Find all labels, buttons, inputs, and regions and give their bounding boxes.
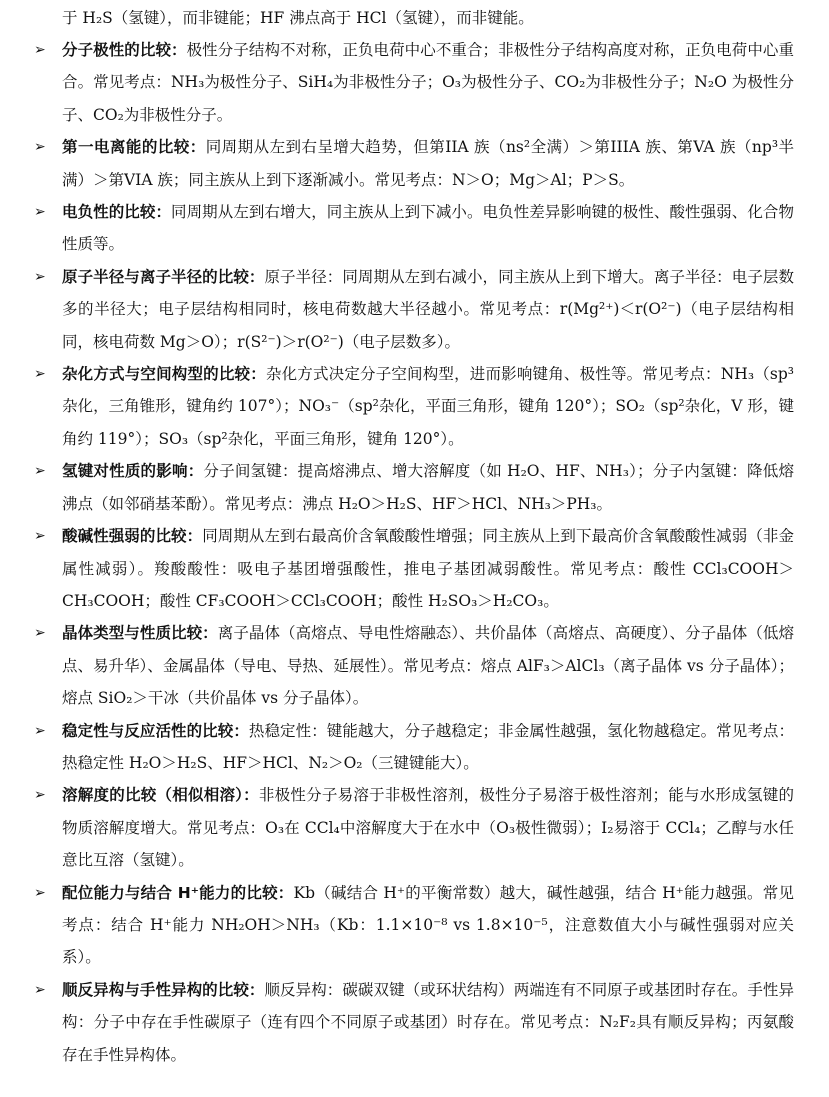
item-heading: 第一电离能的比较： [62, 138, 206, 157]
list-item [0, 455, 794, 520]
item-heading: 原子半径与离子半径的比较： [62, 267, 265, 286]
arrowhead-bullet-icon: ➢ [34, 463, 46, 480]
list-item [0, 974, 794, 1071]
list-item [0, 617, 794, 714]
arrowhead-bullet-icon: ➢ [34, 366, 46, 383]
list-item [0, 520, 794, 617]
item-heading: 分子极性的比较： [62, 41, 187, 59]
arrowhead-bullet-icon: ➢ [34, 884, 46, 901]
list-item [0, 261, 794, 358]
item-paragraph [62, 617, 794, 714]
arrowhead-bullet-icon: ➢ [34, 268, 46, 285]
item-body: 同周期从左到右最高价含氧酸酸性增强；同主族从上到下最高价含氧酸酸性减弱（非金属性减弱）。羧酸酸性：吸电子基团增强酸性，推电子基团减弱酸性。常见考点：酸性 CCl₃COOH＞CH₃COOH；酸性 CF₃COOH＞CCl₃COOH；酸性 H₂SO₃＞H₂CO₃。 [62, 527, 794, 610]
item-body: 非极性分子易溶于非极性溶剂，极性分子易溶于极性溶剂；能与水形成氢键的物质溶解度增大。常见考点：O₃在 CCl₄中溶解度大于在水中（O₃极性微弱）；I₂易溶于 CCl₄；乙醇与水任意比互溶（氢键）。 [62, 786, 794, 870]
item-heading: 酸碱性强弱的比较： [62, 527, 203, 546]
item-heading: 氢键对性质的影响： [62, 462, 204, 481]
item-heading: 顺反异构与手性异构的比较： [62, 980, 265, 999]
arrowhead-bullet-icon: ➢ [34, 787, 46, 804]
arrowhead-bullet-icon: ➢ [34, 528, 46, 545]
item-heading: 稳定性与反应活性的比较： [62, 721, 249, 740]
arrowhead-bullet-icon: ➢ [34, 42, 46, 58]
arrowhead-bullet-icon: ➢ [34, 204, 46, 221]
list-item [0, 358, 794, 455]
item-heading: 溶解度的比较（相似相溶）： [62, 786, 259, 805]
list-item [0, 715, 794, 780]
arrowhead-bullet-icon: ➢ [34, 625, 46, 642]
list-item [0, 779, 794, 876]
arrowhead-bullet-icon: ➢ [34, 139, 46, 156]
item-body: 原子半径：同周期从左到右减小，同主族从上到下增大。离子半径：电子层数多的半径大；电子层结构相同时，核电荷数越大半径越小。常见考点：r(Mg²⁺)＜r(O²⁻)（电子层结构相同，核电荷数 Mg＞O）；r(S²⁻)＞r(O²⁻)（电子层数多）。 [62, 267, 794, 351]
list-item [0, 131, 794, 196]
item-paragraph [62, 455, 794, 520]
item-paragraph [62, 261, 794, 358]
item-body: 顺反异构：碳碳双键（或环状结构）两端连有不同原子或基团时存在。手性异构：分子中存在手性碳原子（连有四个不同原子或基团）时存在。常见考点：N₂F₂具有顺反异构；丙氨酸存在手性异构体。 [62, 980, 794, 1064]
item-paragraph [62, 779, 794, 876]
list-item [0, 196, 794, 261]
item-body: 离子晶体（高熔点、导电性熔融态）、共价晶体（高熔点、高硬度）、分子晶体（低熔点、易升华）、金属晶体（导电、导热、延展性）。常见考点：熔点 AlF₃＞AlCl₃（离子晶体 vs 分子晶体）；熔点 SiO₂＞干冰（共价晶体 vs 分子晶体）。 [62, 624, 794, 708]
arrowhead-bullet-icon: ➢ [34, 981, 46, 998]
item-body: 杂化方式决定分子空间构型，进而影响键角、极性等。常见考点：NH₃（sp³杂化，三角锥形，键角约 107°）；NO₃⁻（sp²杂化，平面三角形，键角 120°）；SO₂（sp²杂化，V 形，键角约 119°）；SO₃（sp²杂化，平面三角形，键角 120°）。 [62, 365, 794, 448]
item-paragraph [62, 974, 794, 1071]
item-paragraph [62, 715, 794, 780]
item-body: 极性分子结构不对称，正负电荷中心不重合；非极性分子结构高度对称，正负电荷中心重合。常见考点：NH₃为极性分子、SiH₄为非极性分子；O₃为极性分子、CO₂为非极性分子；N₂O 为极性分子、CO₂为非极性分子。 [62, 41, 794, 124]
item-body: 同周期从左到右呈增大趋势，但第IIA 族（ns²全满）＞第IIIA 族、第VA 族（np³半满）＞第VIA 族；同主族从上到下逐渐减小。常见考点：N＞O；Mg＞Al；P＞S。 [62, 138, 794, 189]
list-item [0, 34, 794, 131]
continued-paragraph: 于 H₂S（氢键），而非键能；HF 沸点高于 HCl（氢键），而非键能。 [62, 9, 534, 27]
item-paragraph [62, 877, 794, 974]
item-body: Kb（碱结合 H⁺的平衡常数）越大，碱性越强，结合 H⁺能力越强。常见考点：结合 H⁺能力 NH₂OH＞NH₃（Kb：1.1×10⁻⁸ vs 1.8×10⁻⁵，注意数值大小与碱性强弱对应关系）。 [62, 883, 794, 967]
item-heading: 电负性的比较： [62, 203, 172, 222]
arrowhead-bullet-icon: ➢ [34, 722, 46, 739]
item-body: 热稳定性：键能越大，分子越稳定；非金属性越强，氢化物越稳定。常见考点：热稳定性 H₂O＞H₂S、HF＞HCl、N₂＞O₂（三键键能大）。 [62, 721, 794, 772]
item-paragraph [62, 131, 794, 196]
bullet-list [0, 34, 829, 1071]
item-heading: 晶体类型与性质比较： [62, 624, 218, 643]
item-heading: 配位能力与结合 H⁺能力的比较： [62, 883, 294, 902]
item-heading: 杂化方式与空间构型的比较： [62, 365, 266, 384]
item-paragraph [62, 34, 794, 131]
item-body: 分子间氢键：提高熔沸点、增大溶解度（如 H₂O、HF、NH₃）；分子内氢键：降低熔沸点（如邻硝基苯酚）。常见考点：沸点 H₂O＞H₂S、HF＞HCl、NH₃＞PH₃。 [62, 462, 794, 513]
item-paragraph [62, 520, 794, 617]
item-paragraph [62, 358, 794, 455]
item-body: 同周期从左到右增大，同主族从上到下减小。电负性差异影响键的极性、酸性强弱、化合物性质等。 [62, 203, 794, 254]
list-item [0, 877, 794, 974]
item-paragraph [62, 196, 794, 261]
